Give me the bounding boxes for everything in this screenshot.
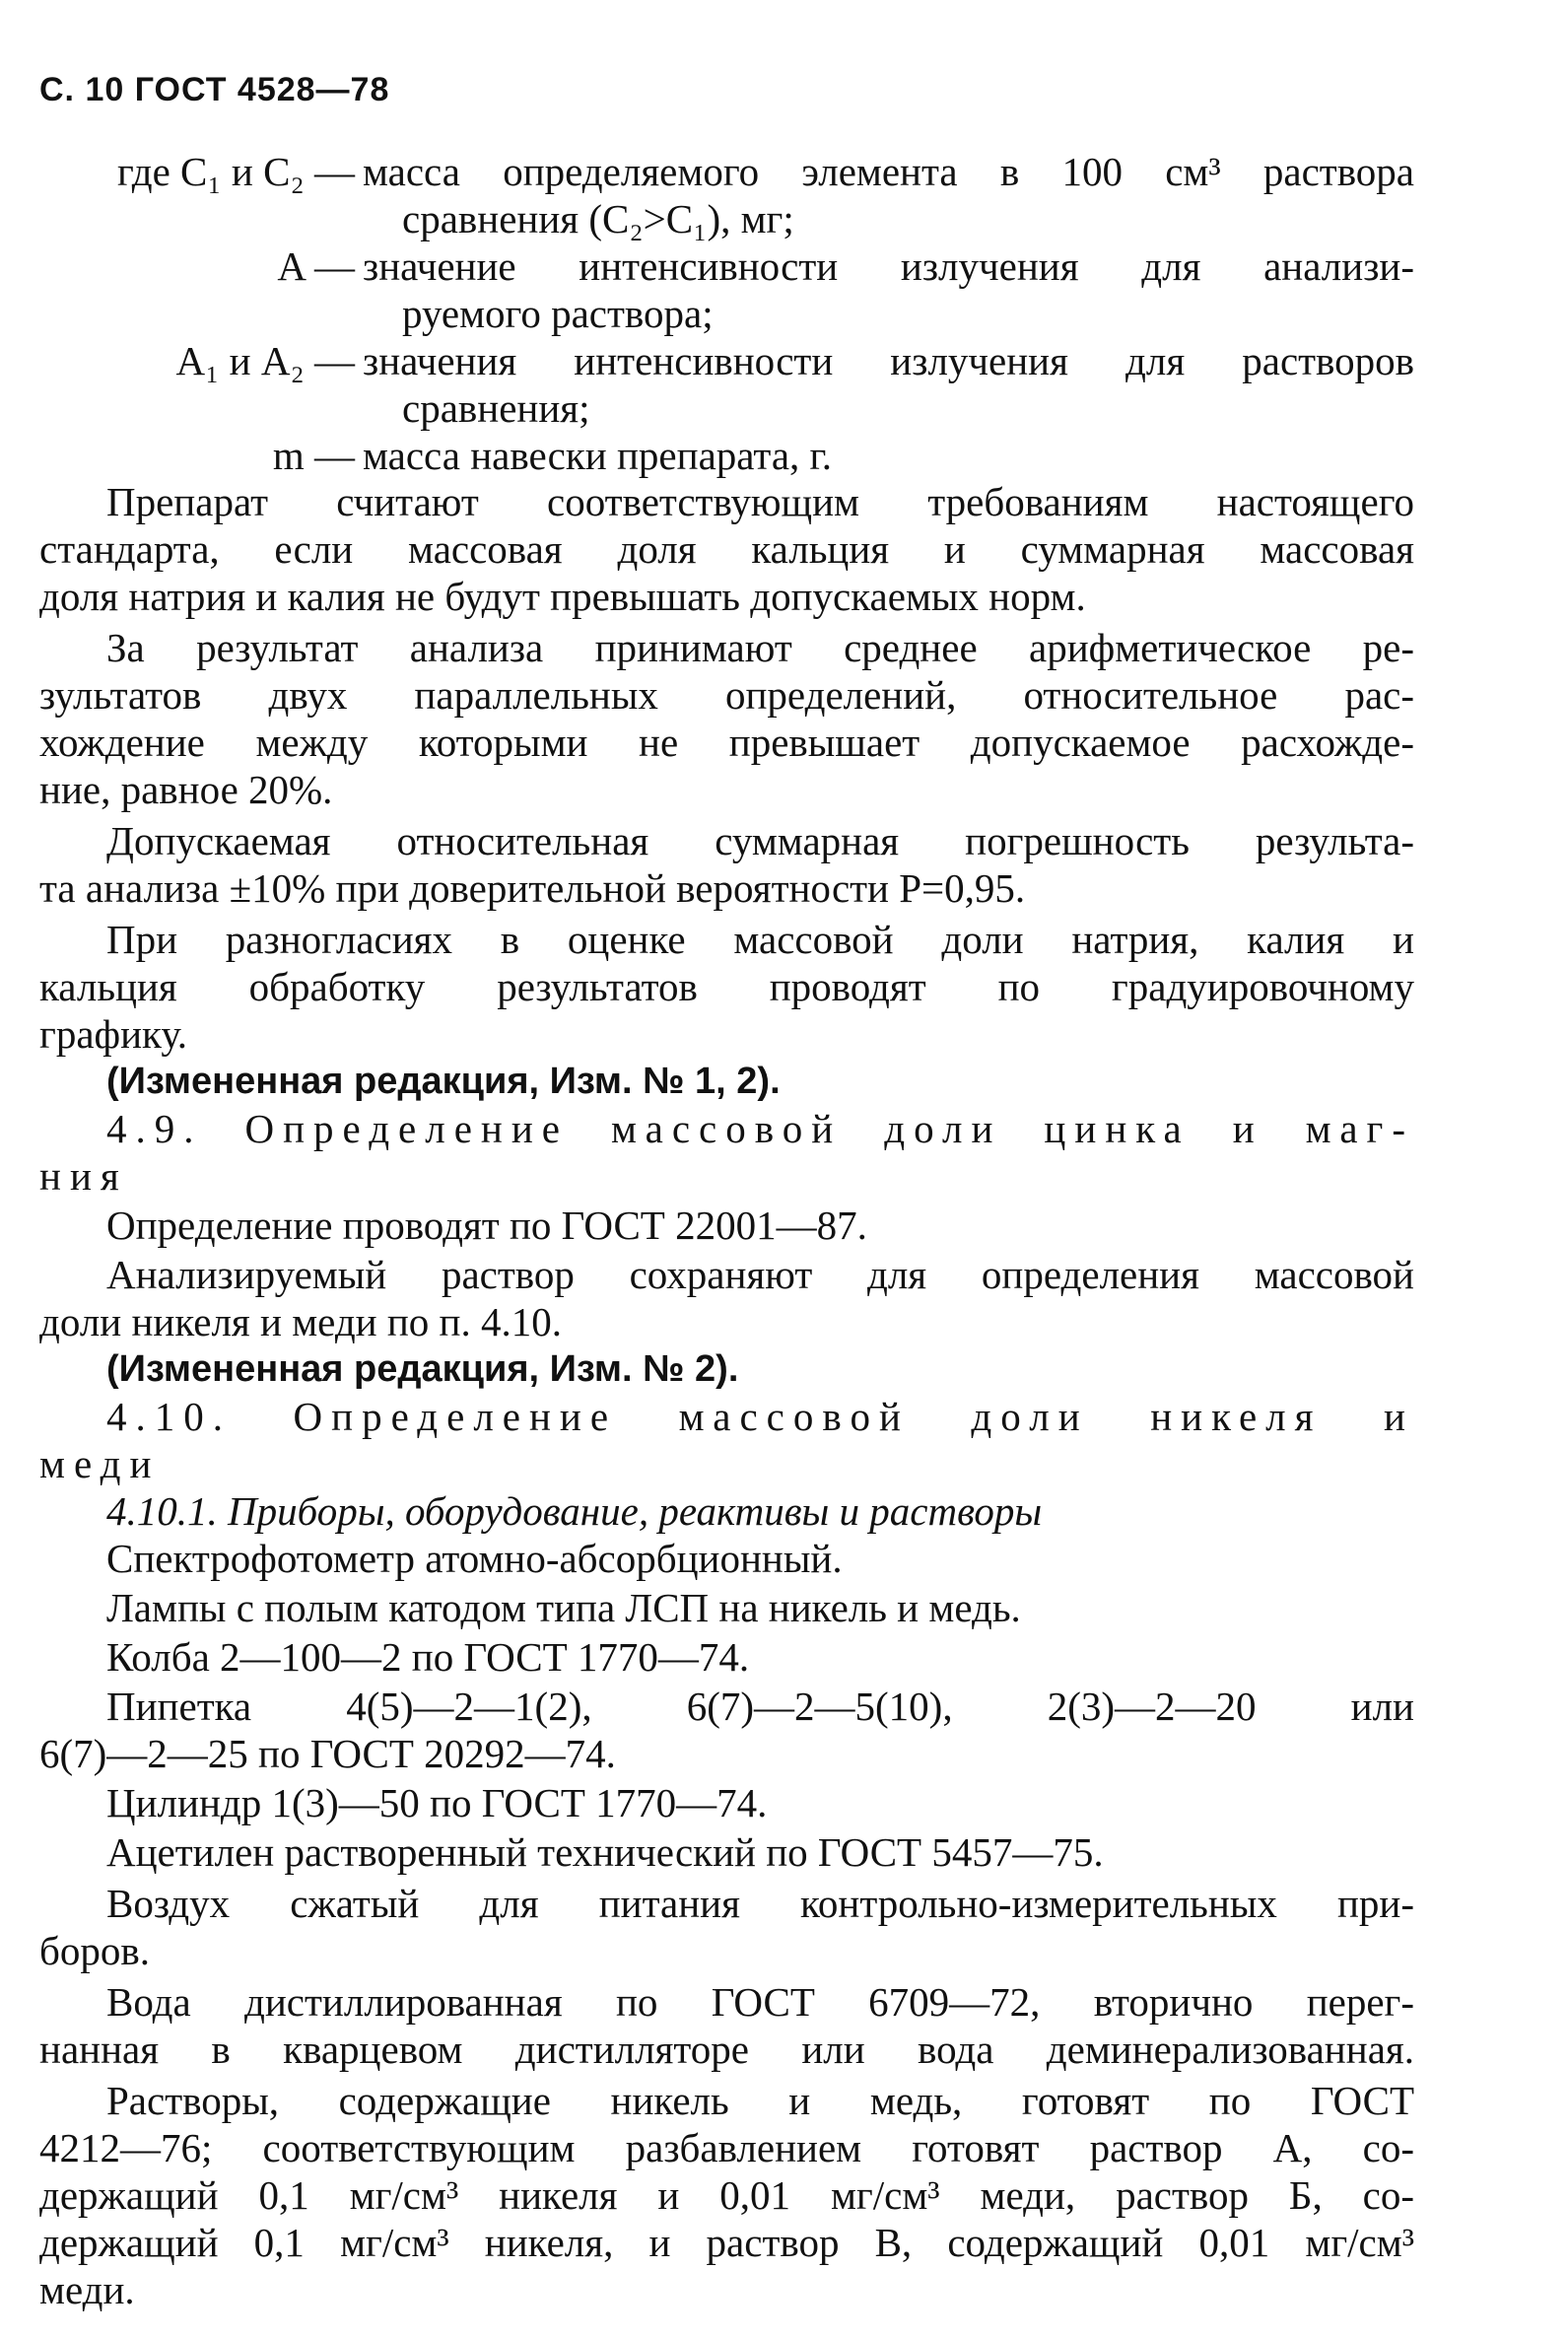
body-line: 6(7)—2—25 по ГОСТ 20292—74. [39, 1731, 616, 1776]
definition-line: сравнения (C₂>C₁), мг; [402, 196, 794, 241]
body-line: Растворы, содержащие никель и медь, готовят по ГОСТ [106, 2078, 1414, 2123]
body-line: доли никеля и меди по п. 4.10. [39, 1299, 562, 1344]
body-line: хождение между которыми не превышает допускаемое расхожде- [39, 720, 1414, 765]
section-heading: меди [39, 1441, 161, 1486]
body-line: Допускаемая относительная суммарная погрешность результа- [106, 818, 1414, 863]
definition-line: масса навески препарата, г. [363, 433, 832, 478]
body-line: ние, равное 20%. [39, 767, 333, 812]
body-line: графику. [39, 1011, 188, 1057]
definition-text [363, 242, 1414, 337]
definition-line: значение интенсивности излучения для анализи- [363, 243, 1414, 289]
definition-text [363, 148, 1414, 242]
definition-line: руемого раствора; [402, 291, 714, 336]
body-line: За результат анализа принимают среднее арифметическое ре- [106, 625, 1414, 670]
body-line: та анализа ±10% при доверительной вероятности P=0,95. [39, 865, 1026, 911]
definition-line: значения интенсивности излучения для растворов [363, 338, 1414, 383]
body-line: доля натрия и калия не будут превышать допускаемых норм. [39, 574, 1086, 619]
body-line: боров. [39, 1928, 150, 1973]
amendment-note: (Измененная редакция, Изм. № 1, 2). [106, 1061, 781, 1102]
body-line: Спектрофотометр атомно-абсорбционный. [106, 1536, 843, 1581]
body-line: Вода дистиллированная по ГОСТ 6709—72, вторично перег- [106, 1979, 1414, 2025]
body-line: кальция обработку результатов проводят по градуировочному [39, 964, 1414, 1009]
document-page [39, 0, 1414, 2338]
body-line: Воздух сжатый для питания контрольно-измерительных при- [106, 1881, 1414, 1926]
body-line: Ацетилен растворенный технический по ГОСТ 5457—75. [106, 1829, 1104, 1875]
section-heading: 4.10. Определение массовой доли никеля и [106, 1394, 1414, 1439]
body-line: зультатов двух параллельных определений, относительное рас- [39, 672, 1414, 718]
body-line: стандарта, если массовая доля кальция и суммарная массовая [39, 526, 1414, 572]
section-heading: ния [39, 1153, 128, 1199]
body-line: Цилиндр 1(3)—50 по ГОСТ 1770—74. [106, 1780, 768, 1825]
body-line: держащий 0,1 мг/см³ никеля и 0,01 мг/см³ меди, раствор Б, со- [39, 2172, 1414, 2218]
definition-term: m — [272, 433, 355, 478]
body-line: держащий 0,1 мг/см³ никеля, и раствор В, содержащий 0,01 мг/см³ [39, 2220, 1414, 2265]
amendment-note: (Измененная редакция, Изм. № 2). [106, 1348, 739, 1390]
body-line: 4212—76; соответствующим разбавлением готовят раствор А, со- [39, 2125, 1414, 2170]
definition-line: масса определяемого элемента в 100 см³ раствора [363, 149, 1414, 194]
definition-term: где C₁ и C₂ — [116, 149, 355, 194]
body-line: меди. [39, 2267, 135, 2312]
section-heading: 4.9. Определение массовой доли цинка и маг- [106, 1106, 1414, 1151]
definition-term: A₁ и A₂ — [175, 338, 355, 383]
body-line: Анализируемый раствор сохраняют для определения массовой [106, 1252, 1414, 1297]
definition-line: сравнения; [402, 385, 590, 431]
body-line: Пипетка 4(5)—2—1(2), 6(7)—2—5(10), 2(3)—2—20 или [106, 1684, 1414, 1729]
body-line: Определение проводят по ГОСТ 22001—87. [106, 1203, 867, 1248]
definition-text [363, 432, 1414, 479]
page-header: С. 10 ГОСТ 4528—78 [39, 71, 390, 108]
body-line: Препарат считают соответствующим требованиям настоящего [106, 479, 1414, 524]
definition-term: A — [277, 243, 355, 289]
definition-text [363, 337, 1414, 432]
subsection-heading: 4.10.1. Приборы, оборудование, реактивы и растворы [106, 1488, 1043, 1534]
body-line: При разногласиях в оценке массовой доли натрия, калия и [106, 917, 1414, 962]
body-line: нанная в кварцевом дистилляторе или вода деминерализованная. [39, 2027, 1414, 2072]
body-line: Колба 2—100—2 по ГОСТ 1770—74. [106, 1634, 750, 1680]
body-line: Лампы с полым катодом типа ЛСП на никель и медь. [106, 1585, 1021, 1630]
